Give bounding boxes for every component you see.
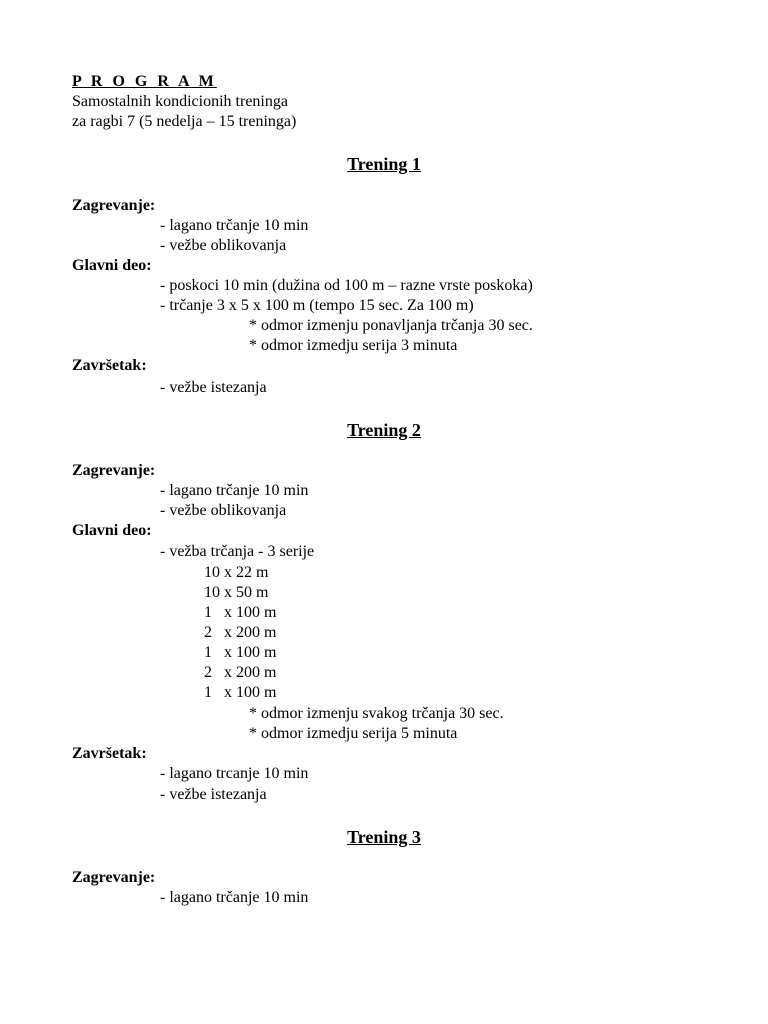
trening-2-heading: Trening 2: [347, 420, 421, 440]
trening-1-main-label: Glavni deo:: [72, 257, 152, 274]
trening-3-heading: Trening 3: [347, 827, 421, 847]
trening-1-end-item: - vežbe istezanja: [160, 379, 267, 396]
trening-1-main-note: * odmor izmenju ponavljanja trčanja 30 sec.: [249, 317, 533, 334]
trening-2-main-note: * odmor izmenju svakog trčanja 30 sec.: [249, 705, 504, 722]
trening-2-warmup-item: - lagano trčanje 10 min: [160, 482, 309, 499]
trening-2-end-label: Završetak:: [72, 745, 147, 762]
trening-3-warmup-item: - lagano trčanje 10 min: [160, 889, 309, 906]
trening-2-end-item: - lagano trcanje 10 min: [160, 765, 309, 782]
trening-1-main-item: - trčanje 3 x 5 x 100 m (tempo 15 sec. Za 100 m): [160, 297, 474, 314]
trening-2-set: 1 x 100 m: [204, 684, 277, 701]
trening-1-warmup-item: - lagano trčanje 10 min: [160, 217, 309, 234]
program-subtitle-line1: Samostalnih kondicionih treninga: [72, 93, 288, 110]
trening-2-set: 1 x 100 m: [204, 644, 277, 661]
trening-2-warmup-item: - vežbe oblikovanja: [160, 502, 287, 519]
trening-2-end-item: - vežbe istezanja: [160, 786, 267, 803]
program-title: P R O G R A M: [72, 73, 217, 90]
trening-2-main-label: Glavni deo:: [72, 522, 152, 539]
trening-1-end-label: Završetak:: [72, 357, 147, 374]
trening-1-main-item: - poskoci 10 min (dužina od 100 m – razne vrste poskoka): [160, 277, 533, 294]
trening-2-set: 2 x 200 m: [204, 664, 277, 681]
trening-1-heading: Trening 1: [347, 154, 421, 174]
program-subtitle-line2: za ragbi 7 (5 nedelja – 15 treninga): [72, 113, 297, 130]
trening-2-set: 2 x 200 m: [204, 624, 277, 641]
trening-1-warmup-item: - vežbe oblikovanja: [160, 237, 287, 254]
trening-2-set: 10 x 22 m: [204, 564, 269, 581]
trening-2-main-note: * odmor izmedju serija 5 minuta: [249, 725, 458, 742]
trening-1-main-note: * odmor izmedju serija 3 minuta: [249, 337, 458, 354]
trening-2-set: 10 x 50 m: [204, 584, 269, 601]
trening-3-warmup-label: Zagrevanje:: [72, 869, 156, 886]
trening-2-main-item: - vežba trčanja - 3 serije: [160, 543, 315, 560]
trening-1-warmup-label: Zagrevanje:: [72, 197, 156, 214]
trening-2-warmup-label: Zagrevanje:: [72, 462, 156, 479]
trening-2-set: 1 x 100 m: [204, 604, 277, 621]
